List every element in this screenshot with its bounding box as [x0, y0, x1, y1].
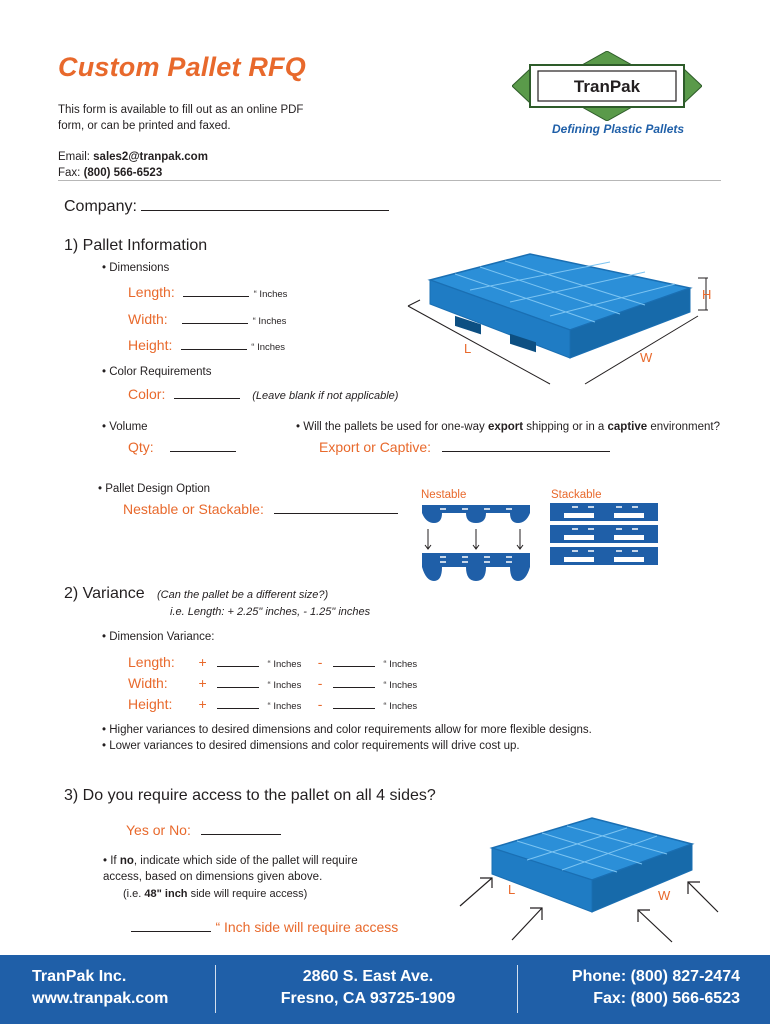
access-instructions: • If no, indicate which side of the pallet will require access, based on dimensions given above. — [103, 855, 358, 883]
volume-bullet: • Volume — [102, 421, 148, 433]
contact-info: Email: sales2@tranpak.com Fax: (800) 566-6523 — [58, 151, 208, 179]
height-input-line[interactable] — [181, 337, 247, 350]
pallet-access-diagram — [452, 808, 722, 953]
access-example: (i.e. 48" inch side will require access) — [123, 888, 308, 900]
height-field: Height: “ Inches — [128, 337, 286, 353]
length-input-line[interactable] — [183, 284, 249, 297]
access-label-w: W — [658, 888, 671, 903]
footer-company: TranPak Inc. www.tranpak.com — [32, 966, 168, 1010]
footer-address: 2860 S. East Ave. Fresno, CA 93725-1909 — [280, 968, 456, 1007]
length-field: Length: “ Inches — [128, 284, 288, 300]
stackable-caption: Stackable — [551, 489, 602, 501]
stackable-diagram — [550, 503, 660, 569]
diagram-label-w: W — [640, 350, 653, 365]
access-label-l: L — [508, 882, 516, 897]
logo-tagline: Defining Plastic Pallets — [552, 122, 685, 136]
yes-no-field: Yes or No: — [126, 822, 281, 840]
color-bullet: • Color Requirements — [102, 366, 212, 378]
access-side-field: “ Inch side will require access — [131, 919, 398, 937]
variance-note-lower: • Lower variances to desired dimensions and color requirements will drive cost up. — [102, 740, 520, 752]
footer-phone-fax: Phone: (800) 827-2474 Fax: (800) 566-6523 — [571, 968, 740, 1007]
export-captive-input-line[interactable] — [442, 439, 610, 452]
footer-divider-1 — [215, 965, 216, 1013]
nestable-stackable-input-line[interactable] — [274, 501, 398, 514]
variance-length-row: Length: + “ Inches - “ Inches — [128, 654, 418, 670]
dimension-variance-bullet: • Dimension Variance: — [102, 631, 215, 643]
section3-heading: 3) Do you require access to the pallet on all 4 sides? — [64, 787, 436, 804]
footer-website-link[interactable]: www.tranpak.com — [32, 990, 169, 1007]
width-minus-input-line[interactable] — [333, 675, 375, 688]
variance-width-row: Width: + “ Inches - “ Inches — [128, 675, 418, 691]
variance-example: i.e. Length: + 2.25" inches, - 1.25" inches — [170, 606, 371, 618]
section1-heading: 1) Pallet Information — [64, 237, 208, 254]
logo-text: TranPak — [573, 77, 641, 96]
variance-question: (Can the pallet be a different size?) — [157, 589, 329, 601]
access-side-input-line[interactable] — [131, 919, 211, 932]
length-plus-input-line[interactable] — [217, 654, 259, 667]
company-label: Company: — [64, 198, 137, 215]
diagram-label-h: H — [702, 287, 712, 302]
company-field — [64, 198, 389, 216]
height-minus-input-line[interactable] — [333, 696, 375, 709]
pallet-dimension-diagram — [400, 240, 720, 390]
company-input-line[interactable] — [141, 198, 389, 211]
diagram-label-l: L — [464, 341, 472, 356]
fax-number: (800) 566-6523 — [83, 167, 163, 179]
oneway-question: • Will the pallets be used for one-way export shipping or in a captive environment? — [296, 421, 721, 433]
nestable-caption: Nestable — [421, 489, 467, 501]
qty-field: Qty: — [128, 439, 236, 457]
width-plus-input-line[interactable] — [217, 675, 259, 688]
header-divider — [58, 180, 721, 181]
tranpak-logo — [512, 51, 702, 121]
intro-text: This form is available to fill out as an online PDF form, or can be printed and faxed. — [58, 104, 304, 132]
design-bullet: • Pallet Design Option — [98, 483, 211, 495]
nestable-diagram — [420, 505, 532, 583]
variance-height-row: Height: + “ Inches - “ Inches — [128, 696, 418, 712]
email-link[interactable]: sales2@tranpak.com — [93, 151, 208, 163]
yes-no-input-line[interactable] — [201, 822, 281, 835]
nestable-stackable-field: Nestable or Stackable: — [123, 501, 398, 519]
length-minus-input-line[interactable] — [333, 654, 375, 667]
color-field: Color: (Leave blank if not applicable) — [128, 386, 399, 402]
footer-bar — [0, 955, 770, 1024]
qty-input-line[interactable] — [170, 439, 236, 452]
dimensions-bullet: • Dimensions — [102, 262, 170, 274]
section2-heading: 2) Variance — [64, 585, 145, 602]
variance-note-higher: • Higher variances to desired dimensions and color requirements allow for more flexible designs. — [102, 724, 592, 736]
height-plus-input-line[interactable] — [217, 696, 259, 709]
footer-divider-2 — [517, 965, 518, 1013]
width-input-line[interactable] — [182, 311, 248, 324]
export-captive-field: Export or Captive: — [319, 439, 610, 457]
width-field: Width: “ Inches — [128, 311, 287, 327]
color-input-line[interactable] — [174, 386, 240, 399]
page-title: Custom Pallet RFQ — [58, 52, 306, 82]
